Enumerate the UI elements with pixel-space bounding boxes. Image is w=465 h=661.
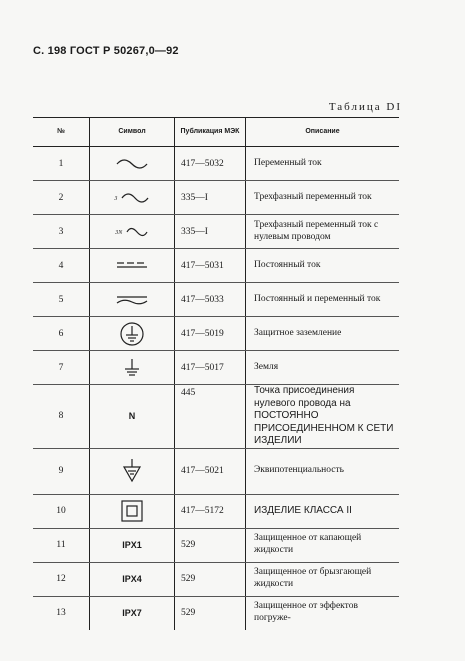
column-header-publication: Публикация МЭК xyxy=(175,118,246,147)
symbols-table xyxy=(33,117,399,630)
row-number: 6 xyxy=(33,317,90,351)
table-row xyxy=(33,181,399,215)
publication-code: 417—5017 xyxy=(175,351,246,385)
ac-sine-icon xyxy=(115,159,149,169)
ip-code: IPX1 xyxy=(90,528,175,562)
table-row xyxy=(33,249,399,283)
row-description: Эквипотенциальность xyxy=(246,448,400,494)
row-number: 13 xyxy=(56,608,66,618)
row-number: 2 xyxy=(33,181,90,215)
row-number: 9 xyxy=(33,448,90,494)
publication-code: 417—5019 xyxy=(175,317,246,351)
table-row xyxy=(33,147,399,181)
page-header: С. 198 ГОСТ Р 50267,0—92 xyxy=(33,45,179,57)
row-description: Трехфазный переменный ток xyxy=(246,181,400,215)
earth-icon xyxy=(122,363,142,373)
row-number: 4 xyxy=(33,249,90,283)
publication-code: 529 xyxy=(175,562,246,596)
row-number: 1 xyxy=(33,147,90,181)
row-description: Трехфазный переменный ток с нулевым проводом xyxy=(246,215,400,249)
table-caption: Таблица DI xyxy=(328,101,402,113)
table-header-row xyxy=(33,118,399,147)
column-header-description: Описание xyxy=(246,118,400,147)
table-row xyxy=(33,351,399,385)
table-row xyxy=(33,283,399,317)
publication-code: 529 xyxy=(175,596,246,630)
row-description: Защищенное от брызгающей жидкости xyxy=(246,562,400,596)
dc-icon xyxy=(115,261,149,271)
column-header-symbol: Символ xyxy=(90,118,175,147)
row-number: 8 xyxy=(33,385,90,449)
row-description: Точка присоединения нулевого провода на ПОСТОЯННО ПРИСОЕДИНЕННОМ К СЕТИ ИЗДЕЛИИ xyxy=(246,385,400,449)
table-row xyxy=(33,317,399,351)
row-number: 11 xyxy=(33,528,90,562)
row-number: 10 xyxy=(33,494,90,528)
publication-code: 529 xyxy=(175,528,246,562)
table-row xyxy=(33,596,399,630)
equipotentiality-icon xyxy=(121,466,143,476)
publication-code: 417—5031 xyxy=(175,249,246,283)
table-row xyxy=(33,448,399,494)
row-description: Защищенное от капающей жидкости xyxy=(246,528,400,562)
publication-code: 335—I xyxy=(175,215,246,249)
publication-code: 445 xyxy=(175,385,246,449)
table-row xyxy=(33,562,399,596)
ac-dc-icon xyxy=(115,295,149,305)
three-phase-ac-neutral-icon xyxy=(115,227,148,237)
publication-code: 335—I xyxy=(175,181,246,215)
class-ii-icon xyxy=(120,506,144,516)
publication-code: 417—5032 xyxy=(175,147,246,181)
ip-code: IPX4 xyxy=(90,562,175,596)
three-phase-ac-icon xyxy=(114,193,149,203)
row-description: ИЗДЕЛИЕ КЛАССА II xyxy=(246,494,400,528)
row-description: Защищенное от эффектов погруже- xyxy=(246,596,400,630)
row-description: Постоянный ток xyxy=(246,249,400,283)
symbol-label: 3N xyxy=(115,229,123,236)
column-header-number: № xyxy=(33,118,90,147)
row-number: 3 xyxy=(33,215,90,249)
publication-code: 417—5172 xyxy=(175,494,246,528)
neutral-n-icon: N xyxy=(90,385,175,449)
row-description: Земля xyxy=(246,351,400,385)
table-row xyxy=(33,215,399,249)
ip-code: IPX7 xyxy=(90,596,175,630)
table-row xyxy=(33,494,399,528)
row-number: 12 xyxy=(33,562,90,596)
row-description: Постоянный и переменный ток xyxy=(246,283,400,317)
row-number: 5 xyxy=(33,283,90,317)
row-description: Защитное заземление xyxy=(246,317,400,351)
row-description: Переменный ток xyxy=(246,147,400,181)
table-row xyxy=(33,528,399,562)
publication-code: 417—5021 xyxy=(175,448,246,494)
protective-earth-icon xyxy=(119,329,145,339)
publication-code: 417—5033 xyxy=(175,283,246,317)
table-row xyxy=(33,385,399,449)
symbol-label: 3 xyxy=(114,195,118,202)
row-number: 7 xyxy=(33,351,90,385)
